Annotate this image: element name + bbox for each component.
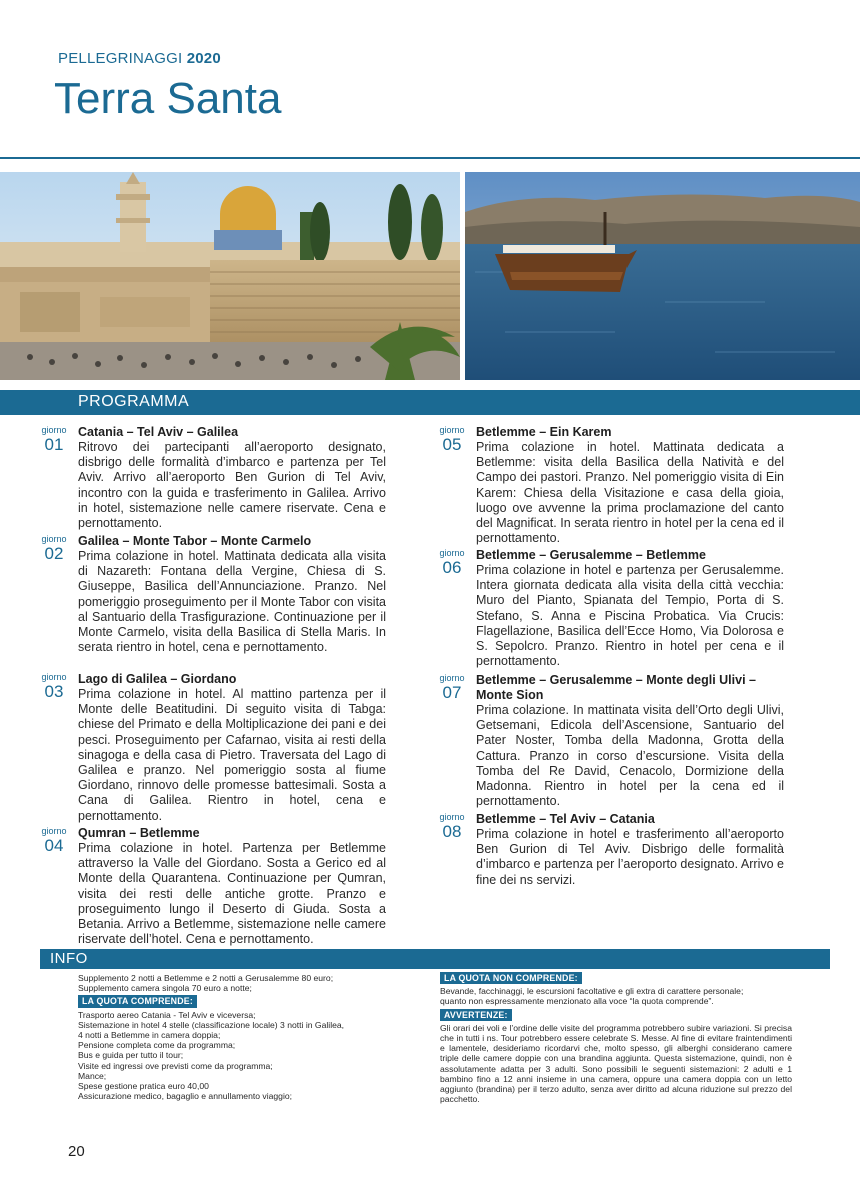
day-title: Galilea – Monte Tabor – Monte Carmelo <box>78 534 312 548</box>
day-number: 06 <box>442 558 462 577</box>
avvertenze-badge: AVVERTENZE: <box>440 1009 512 1021</box>
series-name: PELLEGRINAGGI <box>58 50 183 67</box>
day-number: 07 <box>442 683 462 702</box>
comprende-item: Spese gestione pratica euro 40,00 <box>78 1081 209 1092</box>
day-number: 01 <box>44 435 64 454</box>
series-year: 2020 <box>186 50 221 67</box>
day-body <box>78 534 386 655</box>
section-title-info: INFO <box>50 950 88 967</box>
day-title: Betlemme – Gerusalemme – Monte degli Ulivi – Monte Sion <box>476 673 756 702</box>
comprende-item: Sistemazione in hotel 4 stelle (classificazione locale) 3 notti in Galilea, <box>78 1019 345 1030</box>
supplement-line: Supplemento camera singola 70 euro a notte; <box>78 983 252 994</box>
day-body <box>78 425 386 531</box>
day-body <box>476 425 784 546</box>
day-description: Prima colazione in hotel e trasferimento all’aeroporto Ben Gurion di Tel Aviv. Disbrigo delle formalità d’imbarco e partenza per l’aeroporto designato. Arrivo e fine dei ns servizi. <box>476 827 784 887</box>
page-title: Terra Santa <box>54 74 282 123</box>
page-number: 20 <box>68 1143 85 1160</box>
day-title: Betlemme – Gerusalemme – Betlemme <box>476 548 706 562</box>
day-title: Lago di Galilea – Giordano <box>78 672 237 686</box>
day-description: Prima colazione in hotel. Mattinata dedicata a Betlemme: visita della Basilica della Natività e del Campo dei pastori. Pranzo. Nel pomeriggio visita di Ein Karem: Chiesa della Visitazione e casa della gioia, luogo ove avvenne la prima proclamazione del canto del Magnificat. In serata rientro in hotel per la cena ed il pernottamento. <box>476 440 784 546</box>
day-word: giorno <box>439 548 465 558</box>
avvertenze-text: Gli orari dei voli e l’ordine delle visite del programma potrebbero subire variazioni. Si precisa che in tutti i ns. Tour potrebbero essere celebrate S. Messe. Al fine di evitare fraintendimenti e lamentele, desideriamo ricordarvi che, molto spesso, gli alberghi considerano camere triple delle camere doppie con una brandina aggiunta. Questa sistemazione, quindi, non è assolutamente adatta per 3 adulti. Sono possibili le seguenti sistemazioni: 2 adulti e 1 bambino fino a 12 anni insieme in una camera, oppure una camera doppia con un letto aggiunto (brandina) per il terzo adulto, senza aver diritto ad alcuna riduzione sul prezzo del pacchetto. <box>440 1022 792 1105</box>
day-word: giorno <box>439 812 465 822</box>
section-bar-info <box>40 949 830 969</box>
day-description: Prima colazione in hotel. Al mattino partenza per il Monte delle Beatitudini. Di seguito visita di Tabga: chiese del Primato e della Moltiplicazione dei pani e dei pesci. Proseguimento per Cafarnao, visita ai resti della sinagoga e della casa di Pietro. Traversata del Lago di Galilea e pranzo. Nel pomeriggio sosta al fiume Giordano, rinnovo delle promesse battesimali. Sosta a Cana di Galilea. Rientro in hotel, cena e pernottamento. <box>78 687 386 823</box>
day-number: 03 <box>44 682 64 701</box>
boat-illustration <box>465 172 860 380</box>
day-label <box>34 534 74 564</box>
series-kicker <box>58 50 221 67</box>
day-body <box>476 812 784 888</box>
day-label <box>432 548 472 578</box>
supplement-line: Supplemento 2 notti a Betlemme e 2 notti a Gerusalemme 80 euro; <box>78 973 334 983</box>
day-title: Qumran – Betlemme <box>78 826 200 840</box>
comprende-item: Trasporto aereo Catania - Tel Aviv e viceversa; <box>78 1009 256 1020</box>
comprende-item: Pensione completa come da programma; <box>78 1040 236 1051</box>
day-word: giorno <box>41 826 67 836</box>
day-label <box>432 673 472 703</box>
non-comprende-badge: LA QUOTA NON COMPRENDE: <box>440 972 582 984</box>
non-comprende-item: Bevande, facchinaggi, le escursioni facoltative e gli extra di carattere personale; <box>440 986 744 997</box>
day-number: 04 <box>44 836 64 855</box>
info-right-column <box>440 970 792 1104</box>
day-word: giorno <box>439 673 465 683</box>
day-body <box>476 673 784 809</box>
day-label <box>34 826 74 856</box>
day-description: Ritrovo dei partecipanti all’aeroporto designato, disbrigo delle formalità d’imbarco e partenza per Tel Aviv. Arrivo all’aeroporto Ben Gurion di Tel Aviv, incontro con la guida e trasferimento in Galilea. Arrivo in hotel, sistemazione nelle camere riservate. Cena e pernottamento. <box>78 440 386 531</box>
section-bar-programma <box>0 390 860 415</box>
day-title: Betlemme – Ein Karem <box>476 425 612 439</box>
day-body <box>476 548 784 669</box>
jerusalem-illustration <box>0 172 460 380</box>
day-label <box>34 672 74 702</box>
photo-strip <box>0 172 860 380</box>
day-word: giorno <box>439 425 465 435</box>
sea-of-galilee-photo <box>465 172 860 380</box>
comprende-badge: LA QUOTA COMPRENDE: <box>78 995 197 1007</box>
comprende-item: Bus e guida per tutto il tour; <box>78 1050 184 1061</box>
day-number: 05 <box>442 435 462 454</box>
comprende-item: Visite ed ingressi ove previsti come da programma; <box>78 1060 273 1071</box>
info-left-column <box>78 973 408 1101</box>
day-body <box>78 826 386 947</box>
comprende-item: 4 notti a Betlemme in camera doppia; <box>78 1030 221 1041</box>
day-description: Prima colazione in hotel. Mattinata dedicata alla visita di Nazareth: Fontana della Vergine, Chiesa di S. Giuseppe, Basilica dell’Annunciazione. Pranzo. Nel pomeriggio proseguimento per il Monte Tabor con visita al Santuario della Trasfigurazione. Continuazione per il Monte Carmelo, visita della Basilica di Stella Maris. In serata rientro in hotel, cena e pernottamento. <box>78 549 386 655</box>
header-divider <box>0 157 860 159</box>
day-label <box>432 425 472 455</box>
page-header <box>0 0 860 160</box>
day-body <box>78 672 386 824</box>
comprende-item: Assicurazione medico, bagaglio e annullamento viaggio; <box>78 1091 293 1102</box>
day-title: Betlemme – Tel Aviv – Catania <box>476 812 655 826</box>
jerusalem-photo <box>0 172 460 380</box>
day-label <box>34 425 74 455</box>
day-number: 02 <box>44 544 64 563</box>
day-description: Prima colazione in hotel. Partenza per Betlemme attraverso la Valle del Giordano. Sosta a Gerico ed al Monte della Quarantena. Continuazione per Qumran, visita dei resti delle antiche grotte. Pranzo e proseguimento lungo il Deserto di Giuda. Sosta a Betania. Arrivo a Betlemme, sistemazione nelle camere riservate dell’hotel. Cena e pernottamento. <box>78 841 386 947</box>
day-title: Catania – Tel Aviv – Galilea <box>78 425 239 439</box>
comprende-item: Mance; <box>78 1070 107 1081</box>
day-word: giorno <box>41 534 67 544</box>
day-description: Prima colazione. In mattinata visita dell’Orto degli Ulivi, Getsemani, Edicola dell’Ascensione, Santuario del Pater Noster, Tomba della Madonna, Grotta della Cattura. Pranzo in corso d’escursione. Visita della Tomba del Re David, Cenacolo, Dormizione della Madonna. Rientro in hotel per la cena ed il pernottamento. <box>476 703 784 809</box>
day-description: Prima colazione in hotel e partenza per Gerusalemme. Intera giornata dedicata alla visita della città vecchia: Muro del Pianto, Spianata del Tempio, Porta di S. Stefano, S. Anna e Piscina Probatica. Via Crucis: Flagellazione, Basilica dell’Ecce Homo, Via Dolorosa e S. Sepolcro. Pranzo. Rientro in hotel per cena e il pernottamento. <box>476 563 784 669</box>
day-word: giorno <box>41 672 67 682</box>
day-word: giorno <box>41 425 67 435</box>
day-label <box>432 812 472 842</box>
non-comprende-item: quanto non espressamente menzionato alla voce “la quota comprende”. <box>440 996 714 1007</box>
day-number: 08 <box>442 822 462 841</box>
section-title-programma: PROGRAMMA <box>78 393 190 410</box>
